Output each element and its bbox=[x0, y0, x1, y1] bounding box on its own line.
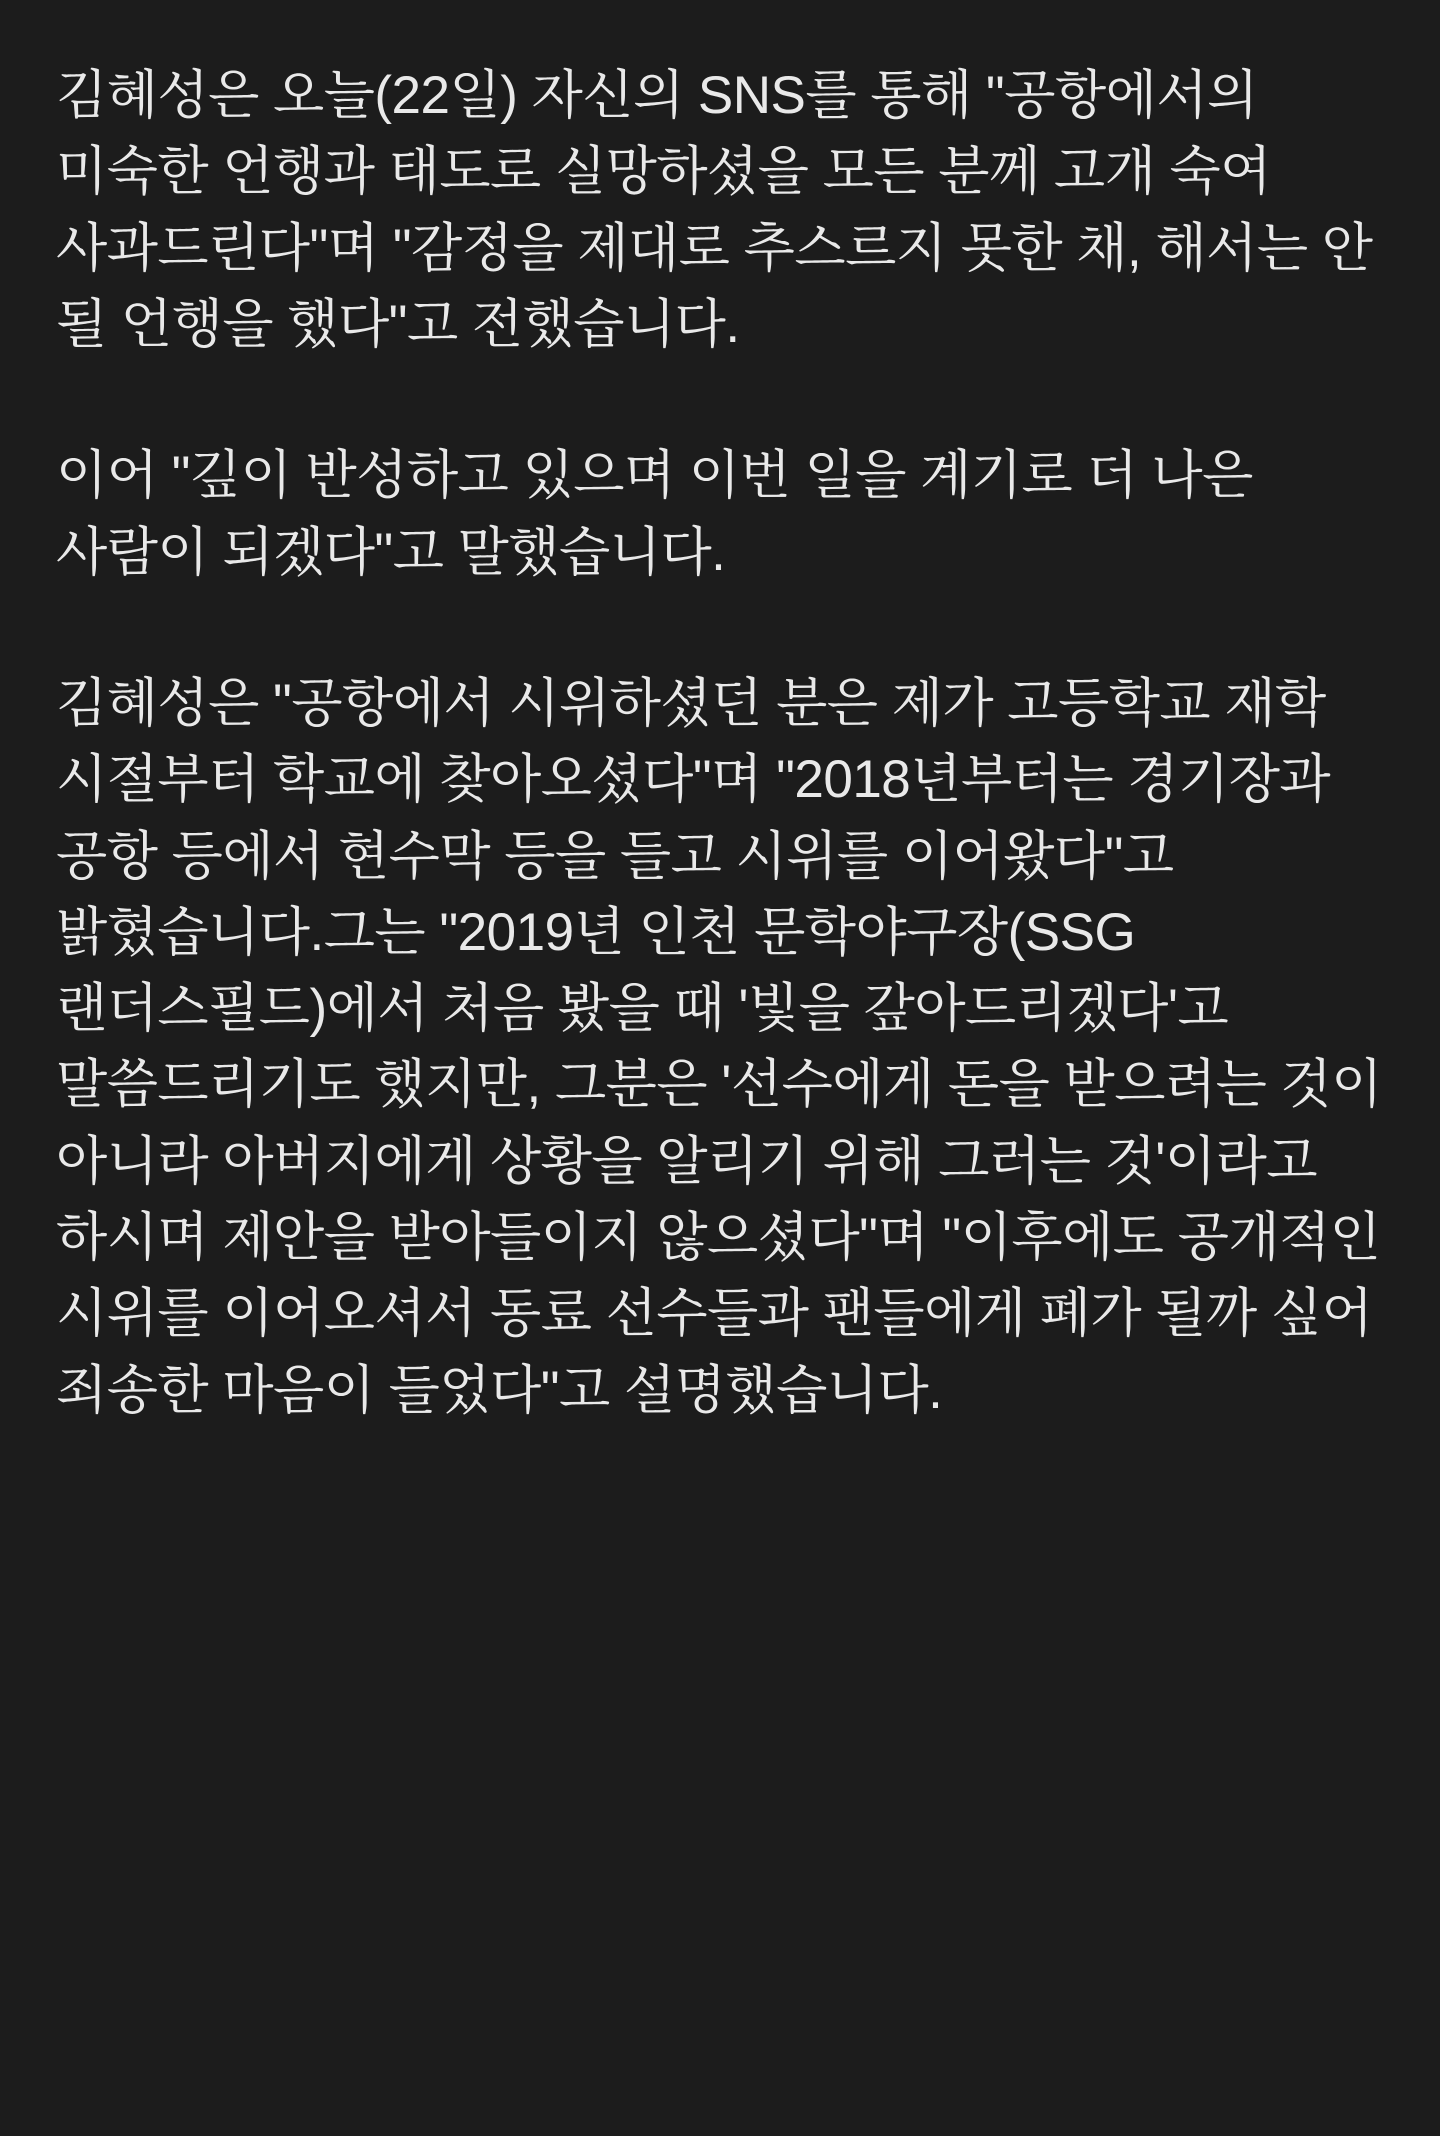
article-paragraph: 김혜성은 "공항에서 시위하셨던 분은 제가 고등학교 재학 시절부터 학교에 찾아오셨다"며 "2018년부터는 경기장과 공항 등에서 현수막 등을 들고 시위를 이어왔다"고 밝혔습니다.그는 "2019년 인천 문학야구장(SSG 랜더스필드)에서 처음 봤을 때 '빛을 갚아드리겠다'고 말씀드리기도 했지만, 그분은 '선수에게 돈을 받으려는 것이 아니라 아버지에게 상황을 알리기 위해 그러는 것'이라고 하시며 제안을 받아들이지 않으셨다"며 "이후에도 공개적인 시위를 이어오셔서 동료 선수들과 팬들에게 폐가 될까 싶어 죄송한 마음이 들었다"고 설명했습니다. bbox=[56, 673, 1382, 1420]
article-paragraph: 이어 "깊이 반성하고 있으며 이번 일을 계기로 더 나은 사람이 되겠다"고 말했습니다. bbox=[56, 446, 1253, 582]
article-paragraph: 김혜성은 오늘(22일) 자신의 SNS를 통해 "공항에서의 미숙한 언행과 태도로 실망하셨을 모든 분께 고개 숙여 사과드린다"며 "감정을 제대로 추스르지 못한 채, 해서는 안 될 언행을 했다"고 전했습니다. bbox=[56, 66, 1373, 354]
